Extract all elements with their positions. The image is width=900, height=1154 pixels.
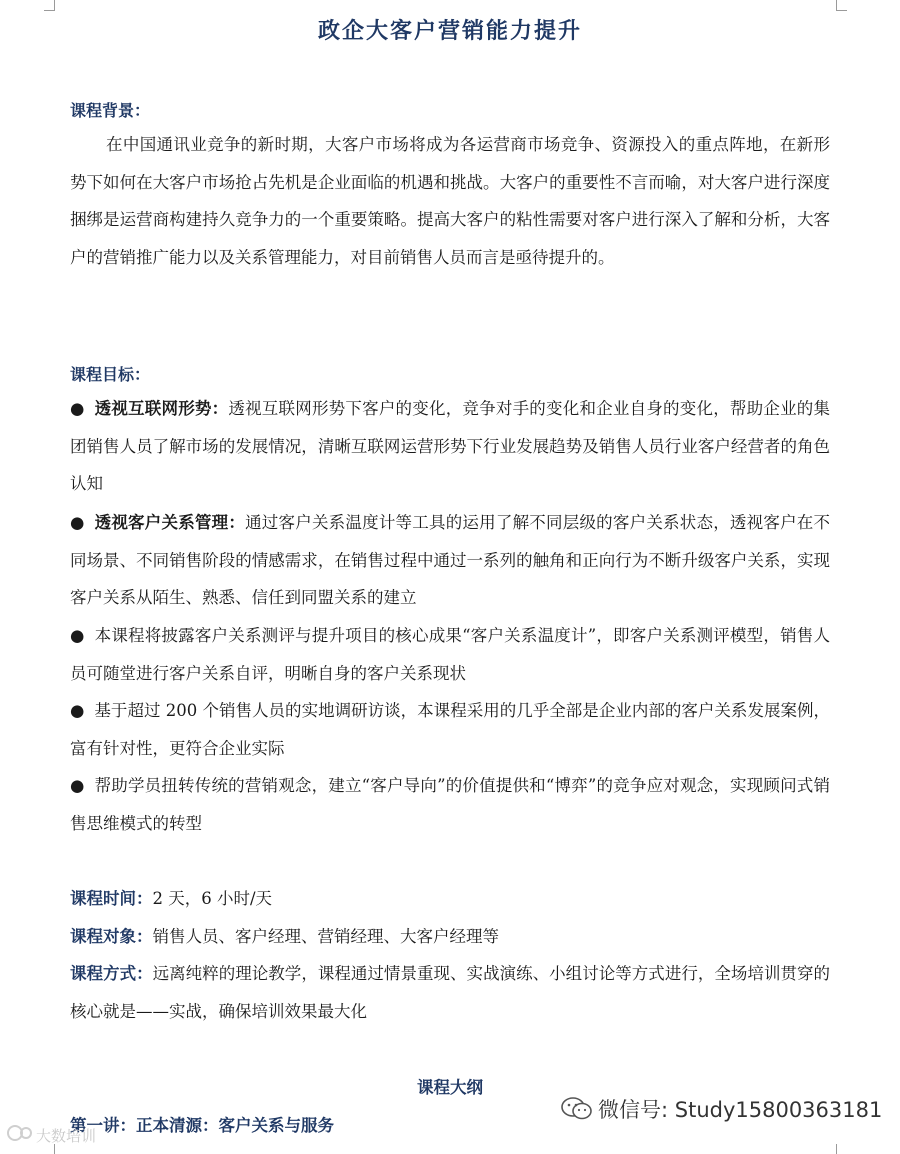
course-time-label: 课程时间： [70,889,153,908]
crop-mark [836,10,847,11]
course-audience-value: 销售人员、客户经理、营销经理、大客户经理等 [152,927,499,946]
goal-item [70,390,830,503]
goal-item [70,692,830,767]
wechat-id: 微信号: Study15800363181 [598,1098,883,1122]
goal-item-bold: 透视互联网形势： [94,399,229,418]
goal-item-text: 帮助学员扭转传统的营销观念，建立“客户导向”的价值提供和“博弈”的竞争应对观念，实现顾问式销售思维模式的转型 [70,776,830,833]
crop-mark [54,0,55,10]
outline-title: 课程大纲 [417,1078,483,1097]
logo-icon [6,1124,36,1146]
goal-item [70,617,830,692]
background-heading: 课程背景： [70,101,151,120]
background-paragraph: 在中国通讯业竞争的新时期，大客户市场将成为各运营商市场竞争、资源投入的重点阵地，在新形势下如何在大客户市场抢占先机是企业面临的机遇和挑战。大客户的重要性不言而喻，对大客户进行深度捆绑是运营商构建持久竞争力的一个重要策略。提高大客户的粘性需要对客户进行深入了解和分析，大客户的营销推广能力以及关系管理能力，对目前销售人员而言是亟待提升的。 [70,135,830,267]
crop-mark [836,1144,837,1154]
bullet-icon: ● [70,399,85,418]
goals-heading: 课程目标： [70,365,151,384]
course-audience-label: 课程对象： [70,927,153,946]
course-method [70,955,830,1030]
logo-text: 大数培训 [36,1126,97,1145]
bullet-icon: ● [70,701,85,720]
wechat-watermark [560,1094,882,1124]
goal-item-text: 通过客户关系温度计等工具的运用了解不同层级的客户关系状态，透视客户在不同场景、不同销售阶段的情感需求，在销售过程中通过一系列的触角和正向行为不断升级客户关系，实现客户关系从陌生、熟悉、信任到同盟关系的建立 [70,513,831,607]
crop-mark [836,0,837,10]
bullet-icon: ● [70,776,85,795]
goal-item [70,504,830,617]
crop-mark [44,10,55,11]
goal-item-text: 基于超过 200 个销售人员的实地调研访谈，本课程采用的几乎全部是企业内部的客户关系发展案例，富有针对性，更符合企业实际 [70,701,831,758]
course-method-value: 远离纯粹的理论教学，课程通过情景重现、实战演练、小组讨论等方式进行，全场培训贯穿的核心就是——实战，确保培训效果最大化 [70,964,831,1021]
goal-item [70,767,830,842]
page-title: 政企大客户营销能力提升 [317,18,582,44]
bullet-icon: ● [70,626,85,645]
first-lecture-heading: 第一讲：正本清源：客户关系与服务 [70,1116,334,1135]
logo-watermark [6,1124,96,1146]
course-time-value: 2 天，6 小时/天 [152,889,273,908]
goal-item-text: 透视互联网形势下客户的变化，竞争对手的变化和企业自身的变化，帮助企业的集团销售人员了解市场的发展情况，清晰互联网运营形势下行业发展趋势及销售人员行业客户经营者的角色认知 [70,399,831,493]
goal-item-bold: 透视客户关系管理： [94,513,246,532]
goal-item-text: 本课程将披露客户关系测评与提升项目的核心成果“客户关系温度计”，即客户关系测评模型，销售人员可随堂进行客户关系自评，明晰自身的客户关系现状 [70,626,830,683]
wechat-icon [560,1096,594,1122]
course-audience [70,918,830,956]
bullet-icon: ● [70,513,85,532]
course-time [70,880,830,918]
course-method-label: 课程方式： [70,964,153,983]
